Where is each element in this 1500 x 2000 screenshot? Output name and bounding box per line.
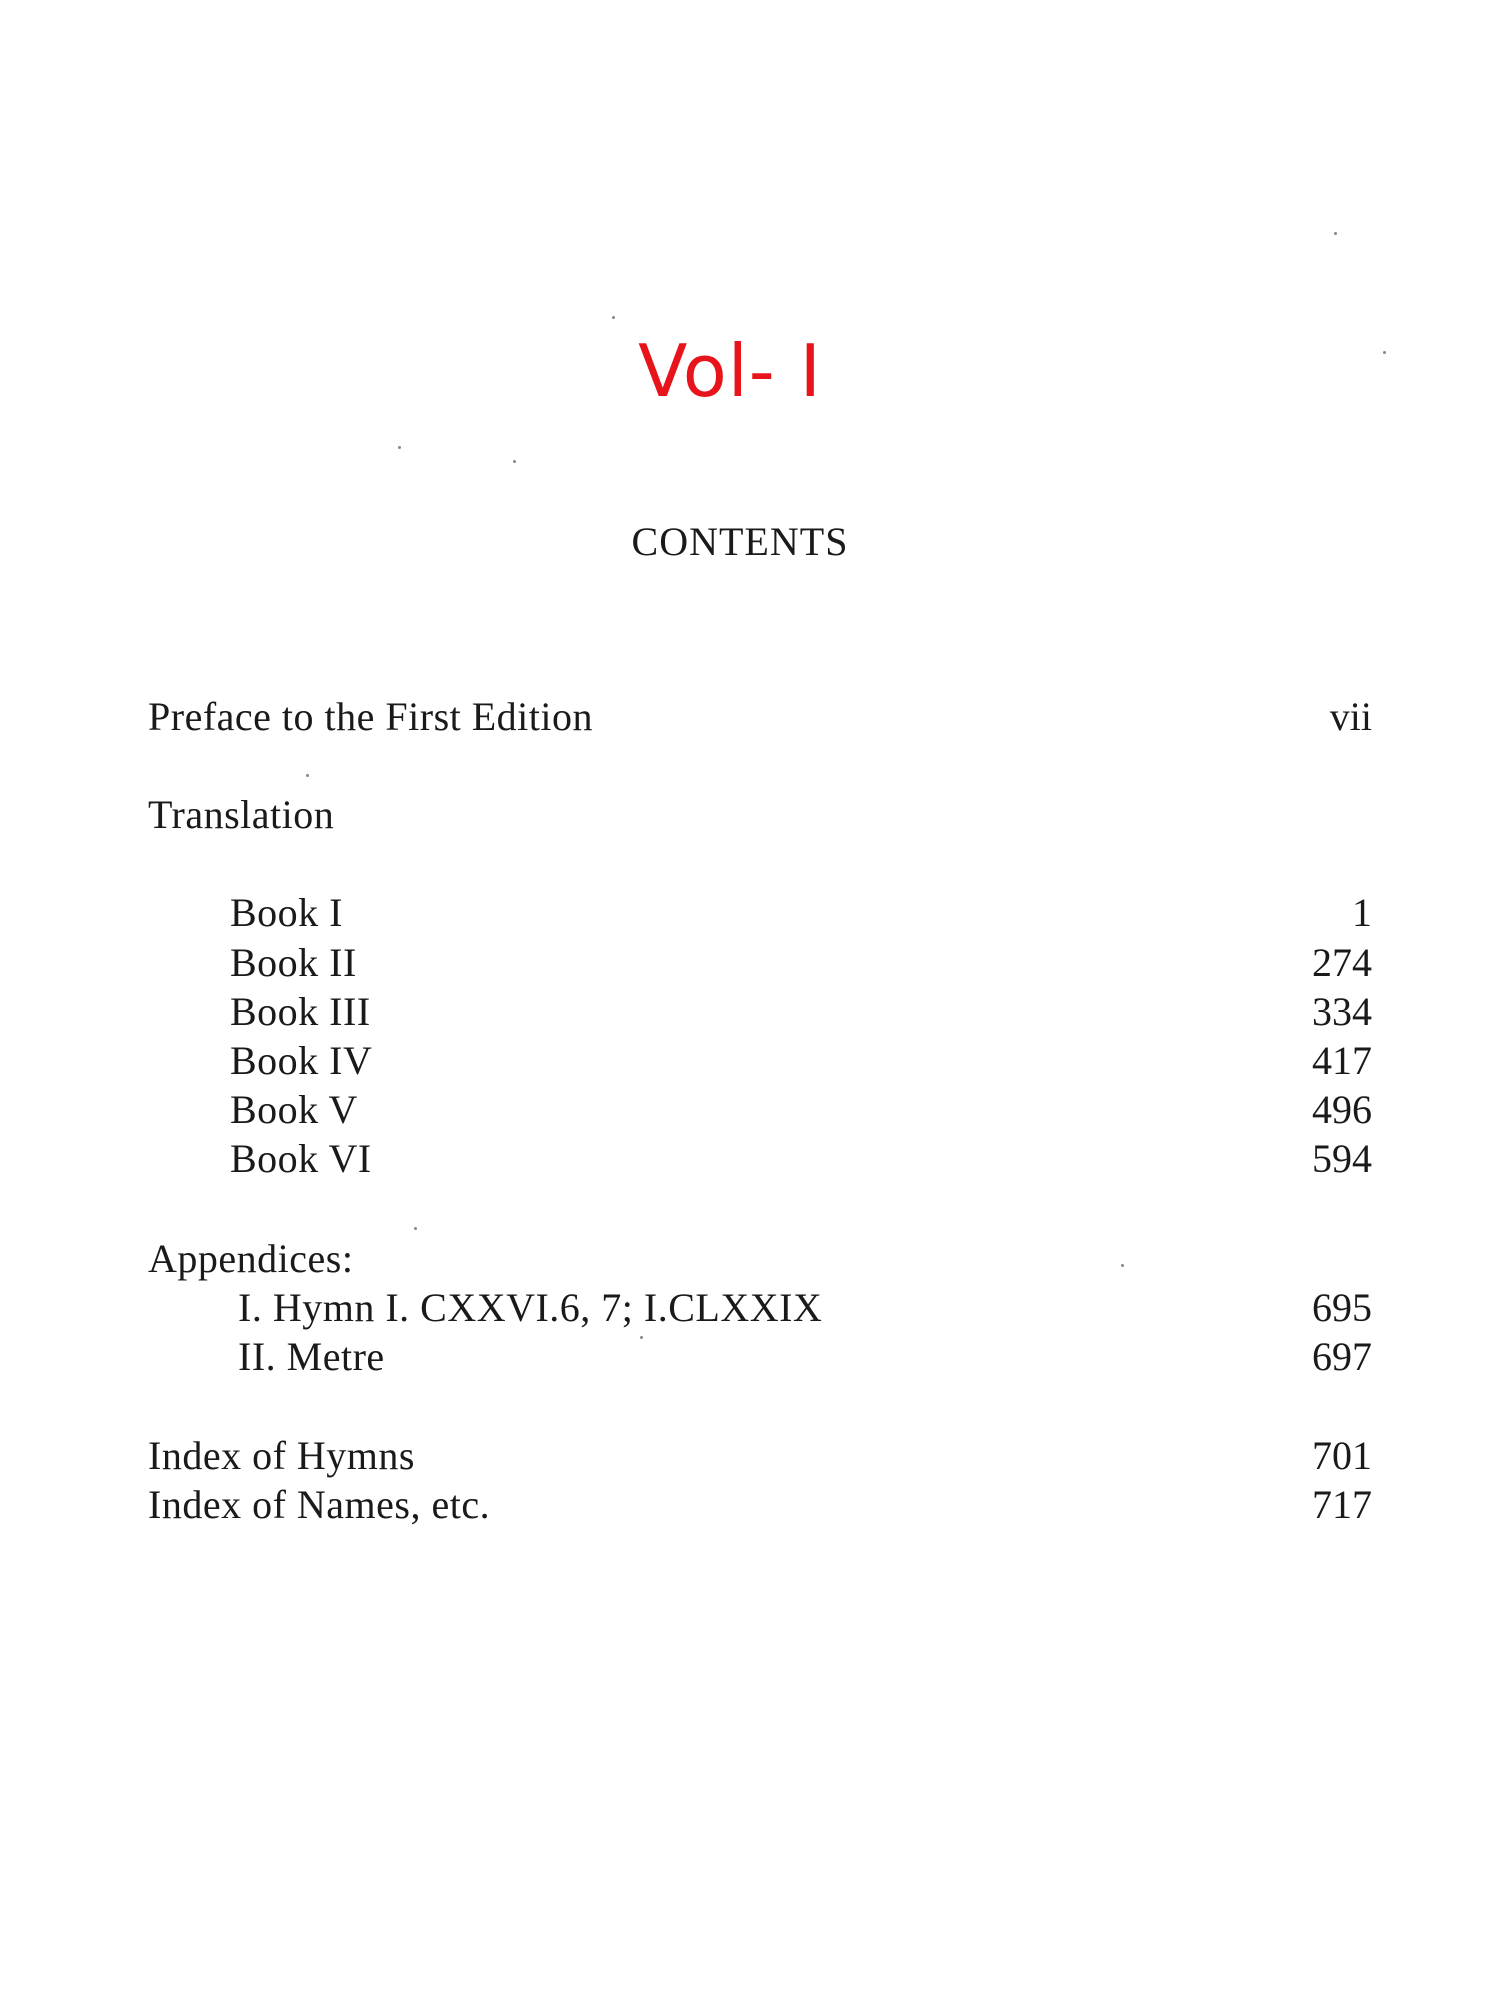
scan-speck	[398, 446, 401, 449]
toc-entry-label: Book VI	[230, 1136, 372, 1181]
toc-entry-translation[interactable]	[0, 790, 1500, 840]
scan-speck	[306, 774, 309, 777]
volume-label: Vol- I	[638, 329, 822, 413]
toc-entry-page: 594	[1312, 1136, 1372, 1181]
toc-entry-label: Index of Hymns	[148, 1433, 415, 1478]
toc-entry-book-2[interactable]	[0, 938, 1500, 988]
toc-entry-label: II. Metre	[238, 1334, 385, 1379]
toc-entry-book-4[interactable]	[0, 1036, 1500, 1086]
toc-appendices-heading	[0, 1234, 1500, 1284]
toc-entry-label: Book V	[230, 1087, 358, 1132]
toc-entry-label: Preface to the First Edition	[148, 694, 594, 739]
toc-entry-page: 274	[1312, 940, 1372, 985]
toc-entry-index-hymns[interactable]	[0, 1431, 1500, 1481]
toc-entry-book-1[interactable]	[0, 888, 1500, 938]
toc-entry-label: Index of Names, etc.	[148, 1482, 491, 1527]
scan-speck	[1334, 232, 1337, 235]
scan-speck	[1121, 1264, 1124, 1267]
toc-entry-book-3[interactable]	[0, 987, 1500, 1037]
toc-entry-label: Book II	[230, 940, 357, 985]
scan-speck	[640, 1336, 643, 1339]
toc-entry-page: 496	[1312, 1087, 1372, 1132]
toc-entry-page: 334	[1312, 989, 1372, 1034]
scan-speck	[612, 316, 615, 319]
toc-entry-page: 697	[1312, 1334, 1372, 1379]
toc-entry-book-5[interactable]	[0, 1085, 1500, 1135]
toc-entry-appendix-2[interactable]	[0, 1332, 1500, 1382]
toc-entry-index-names[interactable]	[0, 1480, 1500, 1530]
toc-entry-page: 701	[1312, 1433, 1372, 1478]
toc-entry-page: 695	[1312, 1285, 1372, 1330]
toc-entry-label: I. Hymn I. CXXVI.6, 7; I.CLXXIX	[238, 1285, 823, 1330]
scan-speck	[1383, 351, 1386, 354]
toc-entry-appendix-1[interactable]	[0, 1283, 1500, 1333]
toc-entry-preface[interactable]	[0, 692, 1500, 742]
toc-entry-label: Translation	[148, 792, 335, 837]
toc-entry-label: Book III	[230, 989, 371, 1034]
toc-entry-page: vii	[1329, 694, 1372, 739]
contents-heading: CONTENTS	[631, 519, 849, 564]
appendices-label: Appendices:	[148, 1236, 354, 1281]
toc-entry-page: 417	[1312, 1038, 1372, 1083]
scan-speck	[414, 1227, 417, 1230]
toc-entry-label: Book IV	[230, 1038, 373, 1083]
toc-entry-page: 717	[1312, 1482, 1372, 1527]
toc-entry-page: 1	[1352, 890, 1372, 935]
toc-entry-book-6[interactable]	[0, 1134, 1500, 1184]
toc-entry-label: Book I	[230, 890, 343, 935]
scan-speck	[513, 460, 516, 463]
